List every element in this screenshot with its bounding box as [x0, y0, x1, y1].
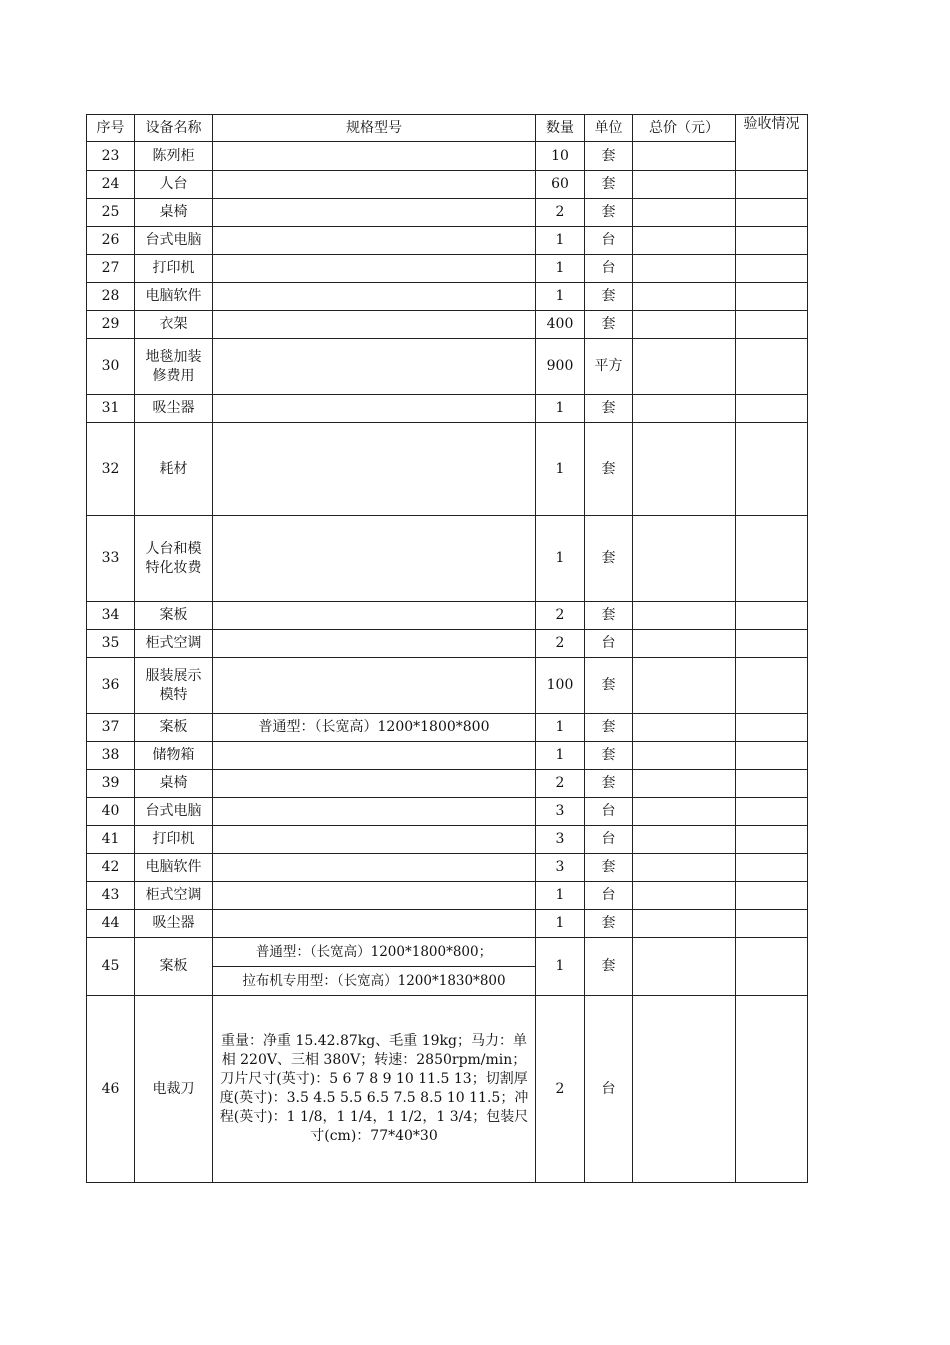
cell-qty: 10	[536, 142, 585, 171]
cell-accept	[736, 910, 808, 938]
cell-name: 耗材	[135, 423, 213, 516]
cell-unit: 套	[585, 423, 633, 516]
cell-qty: 1	[536, 714, 585, 742]
cell-total	[633, 714, 736, 742]
cell-unit: 台	[585, 798, 633, 826]
cell-name: 案板	[135, 602, 213, 630]
cell-qty: 1	[536, 227, 585, 255]
cell-spec	[213, 770, 536, 798]
cell-qty: 3	[536, 798, 585, 826]
cell-total	[633, 770, 736, 798]
cell-spec	[213, 798, 536, 826]
cell-name: 桌椅	[135, 770, 213, 798]
cell-name: 打印机	[135, 255, 213, 283]
cell-total	[633, 742, 736, 770]
cell-accept	[736, 630, 808, 658]
cell-unit: 套	[585, 395, 633, 423]
cell-seq: 44	[87, 910, 135, 938]
cell-accept	[736, 255, 808, 283]
cell-spec	[213, 142, 536, 171]
cell-name: 吸尘器	[135, 910, 213, 938]
cell-total	[633, 658, 736, 714]
cell-seq: 30	[87, 339, 135, 395]
spec-standard: 普通型：（长宽高）1200*1800*800；	[213, 938, 535, 967]
table-row	[87, 142, 808, 171]
cell-qty: 400	[536, 311, 585, 339]
cell-name: 柜式空调	[135, 882, 213, 910]
cell-accept	[736, 658, 808, 714]
cell-name: 电脑软件	[135, 283, 213, 311]
table-row	[87, 602, 808, 630]
cell-qty: 1	[536, 742, 585, 770]
cell-qty: 1	[536, 255, 585, 283]
cell-unit: 台	[585, 630, 633, 658]
cell-accept	[736, 395, 808, 423]
cell-accept	[736, 742, 808, 770]
table-row	[87, 658, 808, 714]
cell-unit: 台	[585, 255, 633, 283]
table-row	[87, 339, 808, 395]
table-row	[87, 227, 808, 255]
table-row	[87, 516, 808, 602]
cell-total	[633, 882, 736, 910]
cell-total	[633, 826, 736, 854]
cell-seq: 33	[87, 516, 135, 602]
equipment-table	[86, 114, 808, 1183]
cell-unit: 套	[585, 516, 633, 602]
cell-accept	[736, 516, 808, 602]
header-spec: 规格型号	[213, 115, 536, 142]
cell-name: 吸尘器	[135, 395, 213, 423]
table-row	[87, 882, 808, 910]
cell-spec	[213, 423, 536, 516]
table-row	[87, 255, 808, 283]
cell-unit: 套	[585, 742, 633, 770]
table-row	[87, 714, 808, 742]
cell-qty: 2	[536, 770, 585, 798]
table-row	[87, 171, 808, 199]
table-row	[87, 283, 808, 311]
cell-unit: 套	[585, 171, 633, 199]
table-row	[87, 826, 808, 854]
cell-seq: 29	[87, 311, 135, 339]
cell-unit: 台	[585, 227, 633, 255]
cell-seq: 39	[87, 770, 135, 798]
cell-spec: 重量：净重 15.42.87kg、毛重 19kg；马力：单相 220V、三相 380V；转速：2850rpm/min；刀片尺寸(英寸)：5 6 7 8 9 10 11.5 13；切割厚度(英寸)：3.5 4.5 5.5 6.5 7.5 8.5 10 11.5；冲程(英寸)：1 1/8，1 1/4，1 1/2，1 3/4；包装尺寸(cm)：77*40*30	[213, 996, 536, 1183]
cell-spec: 普通型：（长宽高）1200*1800*800	[213, 714, 536, 742]
cell-seq: 28	[87, 283, 135, 311]
header-name: 设备名称	[135, 115, 213, 142]
cell-seq: 31	[87, 395, 135, 423]
header-row	[87, 115, 808, 142]
cell-qty: 1	[536, 938, 585, 996]
cell-spec	[213, 395, 536, 423]
table-row	[87, 395, 808, 423]
cell-qty: 2	[536, 996, 585, 1183]
cell-accept	[736, 602, 808, 630]
table-row	[87, 910, 808, 938]
cell-seq: 34	[87, 602, 135, 630]
cell-unit: 套	[585, 658, 633, 714]
cell-unit: 台	[585, 826, 633, 854]
cell-unit: 套	[585, 142, 633, 171]
cell-spec	[213, 339, 536, 395]
cell-unit: 套	[585, 311, 633, 339]
cell-total	[633, 938, 736, 996]
cell-accept	[736, 882, 808, 910]
cell-spec	[213, 171, 536, 199]
cell-qty: 1	[536, 283, 585, 311]
table-row	[87, 311, 808, 339]
cell-seq: 41	[87, 826, 135, 854]
cell-qty: 2	[536, 199, 585, 227]
cell-accept	[736, 339, 808, 395]
cell-spec	[213, 882, 536, 910]
table-row	[87, 199, 808, 227]
cell-seq: 40	[87, 798, 135, 826]
table-row	[87, 798, 808, 826]
cell-spec	[213, 938, 536, 996]
cell-spec	[213, 826, 536, 854]
cell-total	[633, 199, 736, 227]
table-row	[87, 854, 808, 882]
cell-spec	[213, 854, 536, 882]
cell-spec	[213, 311, 536, 339]
cell-total	[633, 423, 736, 516]
cell-qty: 100	[536, 658, 585, 714]
table-row	[87, 996, 808, 1183]
cell-total	[633, 996, 736, 1183]
cell-qty: 2	[536, 630, 585, 658]
cell-accept	[736, 227, 808, 255]
cell-name: 台式电脑	[135, 798, 213, 826]
cell-unit: 套	[585, 910, 633, 938]
cell-name: 储物箱	[135, 742, 213, 770]
cell-name: 电脑软件	[135, 854, 213, 882]
cell-accept	[736, 283, 808, 311]
table-row	[87, 770, 808, 798]
cell-accept	[736, 311, 808, 339]
cell-qty: 1	[536, 516, 585, 602]
cell-spec	[213, 602, 536, 630]
cell-seq: 25	[87, 199, 135, 227]
cell-seq: 23	[87, 142, 135, 171]
cell-unit: 套	[585, 602, 633, 630]
table-row	[87, 938, 808, 996]
cell-qty: 1	[536, 423, 585, 516]
cell-qty: 1	[536, 882, 585, 910]
header-seq: 序号	[87, 115, 135, 142]
cell-total	[633, 255, 736, 283]
cell-spec	[213, 910, 536, 938]
cell-qty: 60	[536, 171, 585, 199]
cell-seq: 38	[87, 742, 135, 770]
table-row	[87, 630, 808, 658]
cell-spec	[213, 199, 536, 227]
cell-qty: 900	[536, 339, 585, 395]
cell-qty: 3	[536, 854, 585, 882]
cell-accept	[736, 171, 808, 199]
cell-name: 柜式空调	[135, 630, 213, 658]
cell-total	[633, 227, 736, 255]
cell-name: 人台	[135, 171, 213, 199]
cell-accept	[736, 770, 808, 798]
cell-spec	[213, 630, 536, 658]
cell-accept	[736, 854, 808, 882]
cell-seq: 43	[87, 882, 135, 910]
cell-seq: 46	[87, 996, 135, 1183]
cell-seq: 27	[87, 255, 135, 283]
cell-spec	[213, 283, 536, 311]
cell-total	[633, 910, 736, 938]
cell-total	[633, 516, 736, 602]
cell-qty: 1	[536, 910, 585, 938]
cell-total	[633, 142, 736, 171]
cell-spec	[213, 255, 536, 283]
cell-spec	[213, 227, 536, 255]
cell-qty: 2	[536, 602, 585, 630]
cell-accept	[736, 826, 808, 854]
cell-seq: 45	[87, 938, 135, 996]
cell-total	[633, 171, 736, 199]
cell-unit: 套	[585, 854, 633, 882]
header-accept: 验收情况	[736, 115, 808, 171]
cell-name: 陈列柜	[135, 142, 213, 171]
cell-name: 地毯加装修费用	[135, 339, 213, 395]
header-unit: 单位	[585, 115, 633, 142]
cell-seq: 26	[87, 227, 135, 255]
cell-spec	[213, 742, 536, 770]
cell-unit: 套	[585, 283, 633, 311]
cell-accept	[736, 996, 808, 1183]
table-row	[87, 742, 808, 770]
cell-name: 桌椅	[135, 199, 213, 227]
header-qty: 数量	[536, 115, 585, 142]
cell-seq: 32	[87, 423, 135, 516]
cell-unit: 套	[585, 770, 633, 798]
cell-seq: 42	[87, 854, 135, 882]
cell-accept	[736, 423, 808, 516]
cell-seq: 24	[87, 171, 135, 199]
cell-total	[633, 798, 736, 826]
cell-unit: 套	[585, 938, 633, 996]
cell-qty: 1	[536, 395, 585, 423]
cell-spec	[213, 516, 536, 602]
cell-qty: 3	[536, 826, 585, 854]
cell-name: 台式电脑	[135, 227, 213, 255]
cell-accept	[736, 199, 808, 227]
cell-total	[633, 283, 736, 311]
cell-total	[633, 395, 736, 423]
cell-name: 服装展示模特	[135, 658, 213, 714]
cell-name: 案板	[135, 714, 213, 742]
cell-seq: 37	[87, 714, 135, 742]
cell-total	[633, 339, 736, 395]
cell-unit: 套	[585, 714, 633, 742]
cell-name: 电裁刀	[135, 996, 213, 1183]
cell-total	[633, 630, 736, 658]
cell-unit: 套	[585, 199, 633, 227]
cell-unit: 台	[585, 996, 633, 1183]
cell-seq: 36	[87, 658, 135, 714]
cell-accept	[736, 798, 808, 826]
cell-total	[633, 602, 736, 630]
cell-accept	[736, 714, 808, 742]
cell-name: 案板	[135, 938, 213, 996]
cell-name: 衣架	[135, 311, 213, 339]
cell-accept	[736, 938, 808, 996]
cell-unit: 台	[585, 882, 633, 910]
header-total: 总价（元）	[633, 115, 736, 142]
cell-name: 打印机	[135, 826, 213, 854]
table-row	[87, 423, 808, 516]
cell-spec	[213, 658, 536, 714]
cell-total	[633, 311, 736, 339]
cell-seq: 35	[87, 630, 135, 658]
cell-unit: 平方	[585, 339, 633, 395]
spec-spreader: 拉布机专用型：（长宽高）1200*1830*800	[242, 973, 506, 989]
cell-name: 人台和模特化妆费	[135, 516, 213, 602]
cell-total	[633, 854, 736, 882]
